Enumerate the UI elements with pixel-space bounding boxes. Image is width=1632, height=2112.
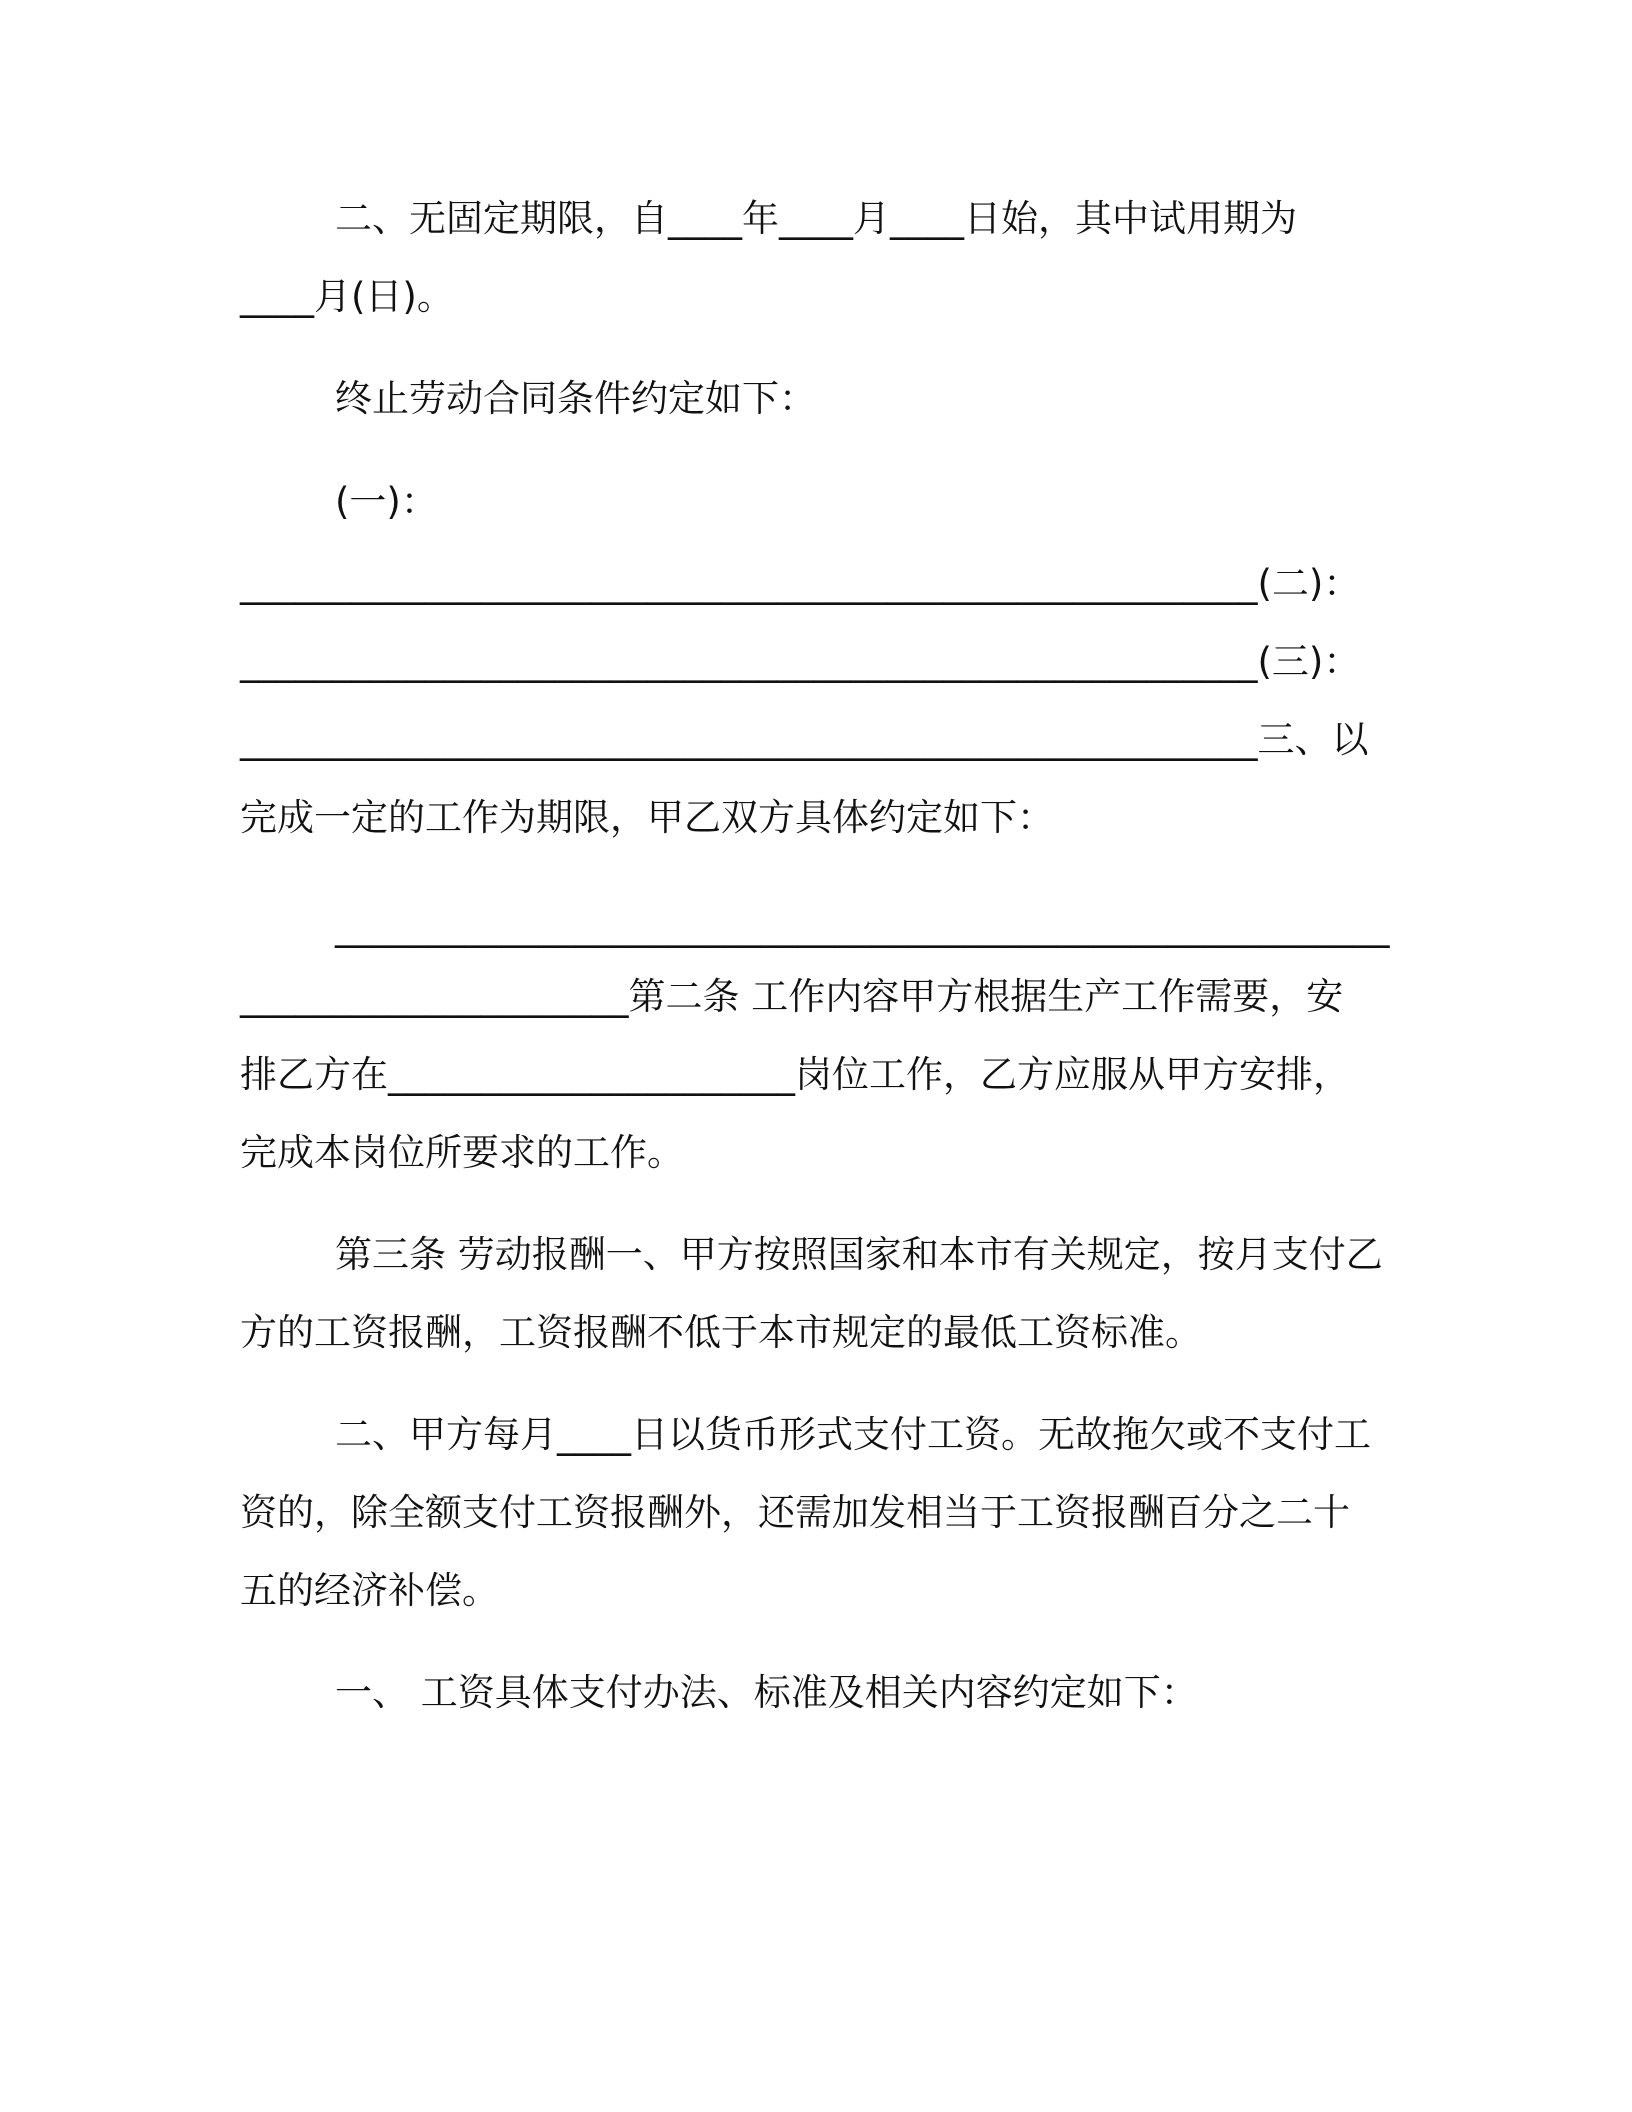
- article-2-completion-line: 完成本岗位所要求的工作。: [240, 1131, 684, 1174]
- task-term-clause-continued: 完成一定的工作为期限，甲乙双方具体约定如下：: [240, 796, 1054, 839]
- article-3-remuneration: 第三条 劳动报酬一、甲方按照国家和本市有关规定，按月支付乙: [335, 1233, 1383, 1276]
- termination-item-1: (一)：: [335, 480, 438, 523]
- termination-item-3-line: _______________________________________________________(三)：: [240, 640, 1361, 683]
- termination-conditions-heading: 终止劳动合同条件约定如下：: [335, 377, 816, 420]
- article-2-work-content: _____________________第二条 工作内容甲方根据生产工作需要，安: [240, 975, 1344, 1018]
- task-term-clause-start: _______________________________________________________三、以: [240, 718, 1369, 761]
- economic-compensation-line: 五的经济补偿。: [240, 1569, 499, 1612]
- termination-item-2-line: _______________________________________________________(二)：: [240, 562, 1361, 605]
- article-3-minimum-wage: 方的工资报酬，工资报酬不低于本市规定的最低工资标准。: [240, 1311, 1202, 1354]
- probation-period-line: ____月(日)。: [240, 275, 454, 318]
- clause-indefinite-term: 二、无固定期限，自____年____月____日始，其中试用期为: [335, 197, 1297, 240]
- payment-arrears-clause: 资的，除全额支付工资报酬外，还需加发相当于工资报酬百分之二十: [240, 1491, 1350, 1534]
- article-2-position-line: 排乙方在______________________岗位工作，乙方应服从甲方安排，: [240, 1053, 1350, 1096]
- wage-payment-method-heading: 一、 工资具体支付办法、标准及相关内容约定如下：: [335, 1671, 1198, 1714]
- payment-day-clause: 二、甲方每月____日以货币形式支付工资。无故拖欠或不支付工: [335, 1413, 1371, 1456]
- task-term-blank-line: _________________________________________________________: [335, 905, 1390, 948]
